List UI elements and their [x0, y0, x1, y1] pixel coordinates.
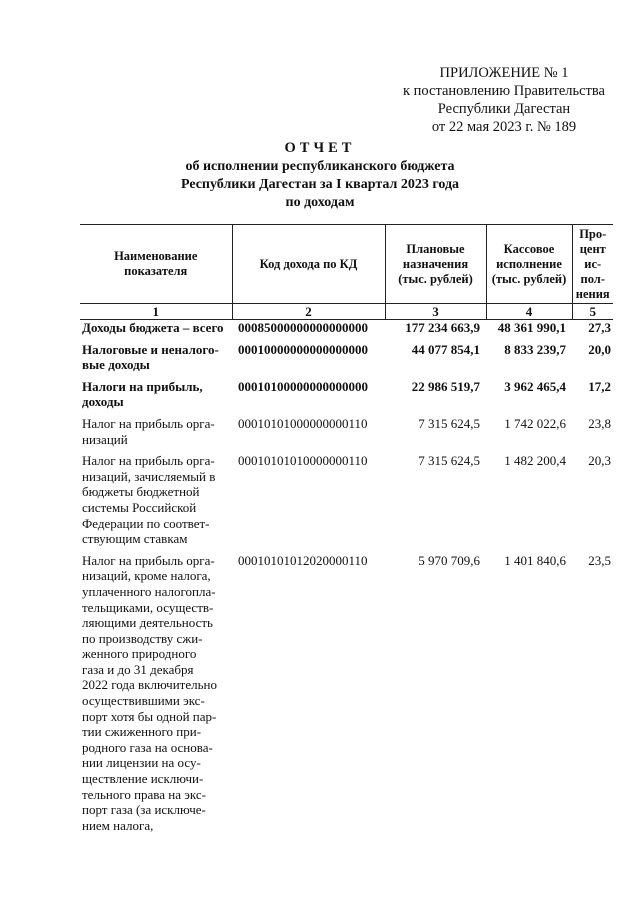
appendix-reference: к постановлению Правительства	[403, 83, 605, 99]
row-code: 00085000000000000000	[238, 320, 368, 335]
row-percent: 17,2	[588, 378, 611, 394]
appendix-government: Республики Дагестан	[437, 101, 571, 117]
row-name: Налог на прибыль орга- низаций	[82, 415, 215, 447]
row-name: Налог на прибыль орга- низаций, зачисляемый в бюджеты бюджетной системы Российской Федерации по соответ- ствующим ставкам	[82, 453, 216, 547]
header-code: Код дохода по КД	[232, 225, 385, 304]
row-code: 00010101010000000110	[238, 453, 368, 469]
column-number: 2	[232, 304, 385, 320]
row-plan: 7 315 624,5	[418, 453, 480, 469]
table-row	[80, 379, 613, 416]
row-code: 00010100000000000000	[238, 378, 368, 394]
row-name: Налог на прибыль орга- низаций, кроме налога, уплаченного налогопла- тельщиками, осуществ- ляющими деятельность по производству сжи- женного природного газа и до 31 декабря 2022 года включительно осуществившими экс- порт хотя бы одной пар- тии сжиженного при- родного газа на основа- нии лицензии на осу- ществление исключи- тельного права на экс- порт газа (за исключе- нием налога,	[82, 552, 217, 833]
row-code: 00010101012020000110	[238, 552, 368, 568]
row-actual: 3 962 465,4	[504, 378, 566, 394]
row-plan: 177 234 663,9	[405, 320, 480, 335]
header-actual: Кассовое исполнение (тыс. рублей)	[486, 225, 572, 304]
column-number: 5	[572, 304, 613, 320]
table-header-row	[80, 225, 613, 304]
report-subtitle	[80, 158, 560, 212]
table-row	[80, 453, 613, 553]
table-row	[80, 320, 613, 342]
row-plan: 7 315 624,5	[418, 415, 480, 431]
row-plan: 22 986 519,7	[411, 378, 480, 394]
income-table	[80, 224, 613, 833]
row-code: 00010000000000000000	[238, 341, 368, 357]
row-name: Доходы бюджета – всего	[82, 320, 224, 335]
column-number: 1	[80, 304, 232, 320]
row-percent: 23,8	[588, 415, 611, 431]
row-actual: 1 742 022,6	[504, 415, 566, 431]
appendix-title: ПРИЛОЖЕНИЕ № 1	[439, 65, 569, 81]
row-plan: 44 077 854,1	[411, 341, 480, 357]
report-subtitle-line: Республики Дагестан за I квартал 2023 года	[180, 177, 460, 192]
row-code: 00010101000000000110	[238, 415, 368, 431]
report-subtitle-line: по доходам	[285, 195, 355, 210]
row-plan: 5 970 709,6	[418, 552, 480, 568]
table-row	[80, 416, 613, 453]
row-actual: 8 833 239,7	[504, 341, 566, 357]
row-percent: 27,3	[588, 320, 611, 335]
row-percent: 20,0	[588, 341, 611, 357]
row-name: Налоговые и неналого- вые доходы	[82, 341, 219, 373]
header-plan: Плановые назначения (тыс. рублей)	[385, 225, 486, 304]
header-percent: Про- цент ис- пол- нения	[572, 225, 613, 304]
row-percent: 20,3	[588, 453, 611, 469]
header-name: Наименование показателя	[80, 225, 232, 304]
report-title: ОТЧЕТ	[284, 140, 356, 156]
row-name: Налоги на прибыль, доходы	[82, 378, 203, 410]
appendix-date: от 22 мая 2023 г. № 189	[431, 119, 577, 135]
column-number: 4	[486, 304, 572, 320]
table-row	[80, 342, 613, 379]
column-number: 3	[385, 304, 486, 320]
row-actual: 1 401 840,6	[504, 552, 566, 568]
appendix-block	[380, 64, 628, 136]
column-number-row	[80, 304, 613, 320]
row-actual: 1 482 200,4	[504, 453, 566, 469]
table-row	[80, 553, 613, 834]
report-subtitle-line: об исполнении республиканского бюджета	[185, 159, 455, 174]
row-actual: 48 361 990,1	[497, 320, 566, 335]
row-percent: 23,5	[588, 552, 611, 568]
